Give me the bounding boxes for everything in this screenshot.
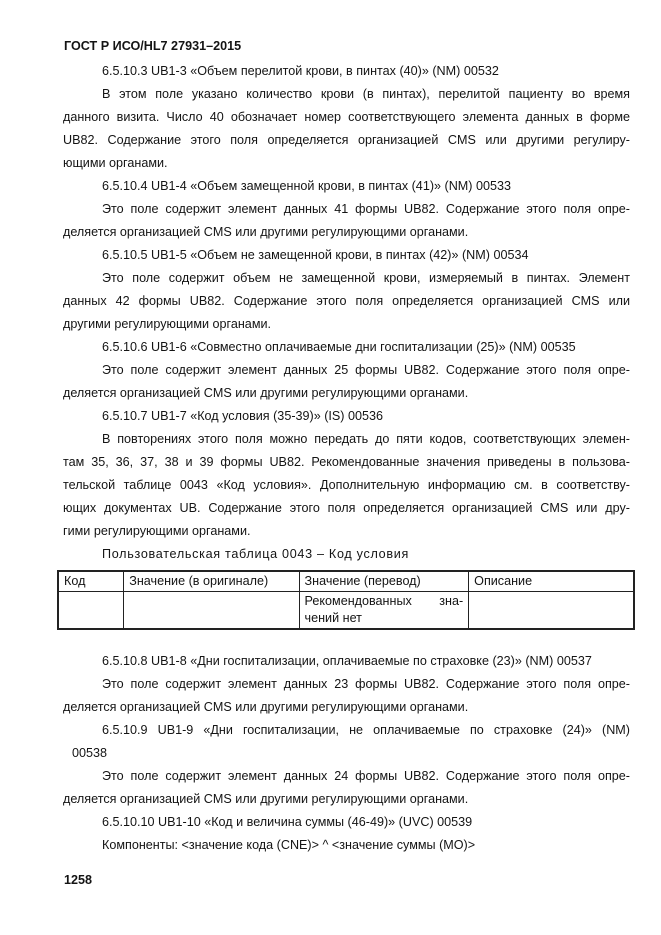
paragraph-line: данных 42 формы UB82. Содержание этого поля определяется организацией CMS или: [63, 294, 630, 308]
column-header-original-value: Значение (в оригинале): [124, 571, 299, 592]
paragraph-line: Это поле содержит элемент данных 41 формы UB82. Содержание этого поля опре-: [102, 202, 630, 216]
paragraph-line: Это поле содержит элемент данных 25 формы UB82. Содержание этого поля опре-: [102, 363, 630, 377]
cell-text-line: Рекомендованных зна-: [304, 594, 464, 608]
column-header-translated-value: Значение (перевод): [299, 571, 469, 592]
table-row: [58, 592, 634, 630]
cell-original-value: [124, 592, 299, 630]
section-heading-6-5-10-8: 6.5.10.8 UB1-8 «Дни госпитализации, оплачиваемые по страховке (23)» (NM) 00537: [102, 654, 592, 668]
paragraph-line: другими регулирующими органами.: [63, 317, 272, 331]
paragraph-line: Компоненты: <значение кода (CNE)> ^ <значение суммы (MO)>: [102, 838, 476, 852]
cell-description: [469, 592, 634, 630]
table-header-row: [58, 571, 634, 592]
paragraph-line: деляется организацией CMS или другими регулирующими органами.: [63, 792, 469, 806]
cell-code: [58, 592, 124, 630]
page-number: 1258: [64, 873, 93, 887]
section-heading-continuation: 00538: [72, 746, 108, 760]
column-header-description: Описание: [469, 571, 634, 592]
section-heading-6-5-10-5: 6.5.10.5 UB1-5 «Объем не замещенной крови, в пинтах (42)» (NM) 00534: [102, 248, 529, 262]
paragraph-line: Это поле содержит элемент данных 24 формы UB82. Содержание этого поля опре-: [102, 769, 630, 783]
document-header: ГОСТ Р ИСО/HL7 27931–2015: [64, 39, 242, 53]
paragraph-line: данного визита. Число 40 обозначает номер соответствующего элемента данных в форме: [63, 110, 630, 124]
paragraph-line: там 35, 36, 37, 38 и 39 формы UB82. Рекомендованные значения приведены в пользова-: [63, 455, 630, 469]
paragraph-line: ющих документах UB. Содержание этого поля определяется организацией CMS или дру-: [63, 501, 630, 515]
user-table-0043: [57, 570, 635, 630]
section-heading-6-5-10-6: 6.5.10.6 UB1-6 «Совместно оплачиваемые дни госпитализации (25)» (NM) 00535: [102, 340, 576, 354]
paragraph-line: деляется организацией CMS или другими регулирующими органами.: [63, 386, 469, 400]
paragraph-line: Это поле содержит объем не замещенной крови, измеряемый в пинтах. Элемент: [102, 271, 630, 285]
paragraph-line: UB82. Содержание этого поля определяется организацией CMS или другими регулиру-: [63, 133, 630, 147]
section-heading-6-5-10-3: 6.5.10.3 UB1-3 «Объем перелитой крови, в пинтах (40)» (NM) 00532: [102, 64, 499, 78]
section-heading-6-5-10-10: 6.5.10.10 UB1-10 «Код и величина суммы (46-49)» (UVC) 00539: [102, 815, 473, 829]
section-heading-6-5-10-9: 6.5.10.9 UB1-9 «Дни госпитализации, не оплачиваемые по страховке (24)» (NM): [102, 723, 630, 737]
table-caption: Пользовательская таблица 0043 – Код условия: [102, 547, 410, 561]
paragraph-line: гими регулирующими органами.: [63, 524, 251, 538]
column-header-code: Код: [58, 571, 124, 592]
paragraph-line: ющими органами.: [63, 156, 168, 170]
paragraph-line: В этом поле указано количество крови (в пинтах), перелитой пациенту во время: [102, 87, 630, 101]
paragraph-line: деляется организацией CMS или другими регулирующими органами.: [63, 700, 469, 714]
cell-text-line: чений нет: [304, 611, 362, 625]
paragraph-line: тельской таблице 0043 «Код условия». Дополнительную информацию см. в соответству-: [63, 478, 630, 492]
paragraph-line: Это поле содержит элемент данных 23 формы UB82. Содержание этого поля опре-: [102, 677, 630, 691]
section-heading-6-5-10-4: 6.5.10.4 UB1-4 «Объем замещенной крови, в пинтах (41)» (NM) 00533: [102, 179, 512, 193]
cell-translated-value: [299, 592, 469, 630]
paragraph-line: В повторениях этого поля можно передать до пяти кодов, соответствующих элемен-: [102, 432, 630, 446]
paragraph-line: деляется организацией CMS или другими регулирующими органами.: [63, 225, 469, 239]
section-heading-6-5-10-7: 6.5.10.7 UB1-7 «Код условия (35-39)» (IS) 00536: [102, 409, 384, 423]
